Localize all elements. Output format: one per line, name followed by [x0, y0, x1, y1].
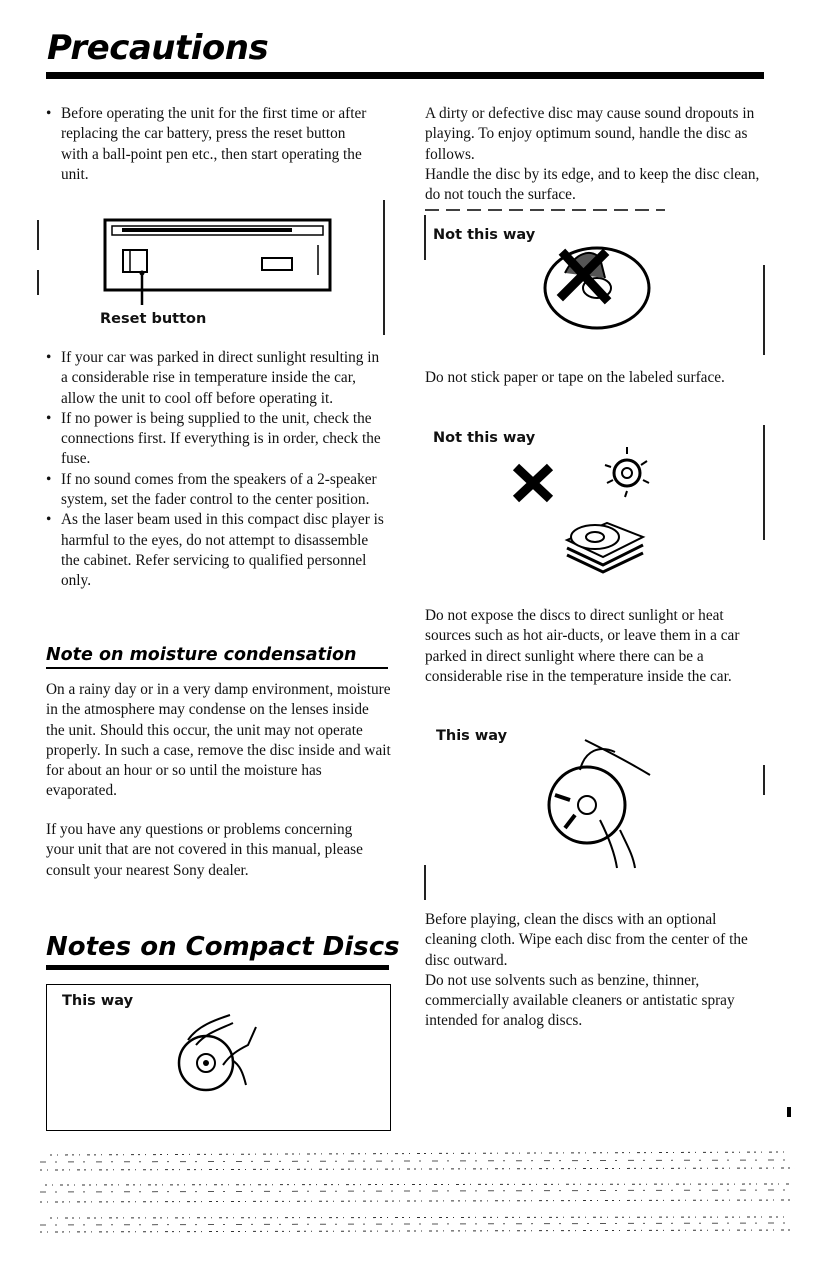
- bullet-power: • If no power is being supplied to the unit, check the connections first. If everything is in order, check the fuse.: [46, 409, 384, 470]
- cleaning-section: [425, 910, 770, 1032]
- not-this-way-label-2: Not this way: [433, 430, 536, 446]
- title-rule: [46, 72, 764, 79]
- bullet-sound: • If no sound comes from the speakers of a 2-speaker system, set the fader control to the center position.: [46, 470, 384, 511]
- moisture-rule: [46, 667, 388, 669]
- cd-rule: [46, 965, 389, 970]
- margin-mark: [424, 215, 426, 260]
- cd-intro: [425, 104, 765, 205]
- bullet-laser: • As the laser beam used in this compact disc player is harmful to the eyes, do not attempt to disassemble the cabinet. Refer servicing to qualified personnel only.: [46, 510, 384, 591]
- clean-text-2: Do not use solvents such as benzine, thinner, commercially available cleaners or antistatic spray intended for analog discs.: [425, 971, 735, 1030]
- dashed-frame-top: [425, 208, 665, 212]
- disc-touch-wrong-icon: [535, 243, 655, 338]
- intro-handle-disc: Handle the disc by its edge, and to keep the disc clean, do not touch the surface.: [425, 165, 760, 204]
- margin-mark: [37, 220, 39, 250]
- cd-heading: Notes on Compact Discs: [46, 932, 400, 962]
- disc-wipe-icon: [525, 720, 685, 870]
- car-stereo-illustration: [90, 215, 350, 320]
- margin-mark: [763, 765, 765, 795]
- not-this-way-label-1: Not this way: [433, 227, 536, 243]
- warning-list: [46, 348, 384, 592]
- margin-mark: [37, 270, 39, 295]
- margin-mark: [763, 425, 765, 540]
- this-way-label-right: This way: [436, 728, 508, 744]
- scan-noise: [40, 1140, 800, 1250]
- intro-dirty-disc: A dirty or defective disc may cause sound dropouts in playing. To enjoy optimum sound, handle the disc as follows.: [425, 105, 755, 163]
- page-title: Precautions: [47, 28, 269, 68]
- questions-section: [46, 820, 381, 881]
- disc-hand-icon: [168, 1005, 268, 1095]
- moisture-heading: Note on moisture condensation: [46, 645, 357, 665]
- no-expose-section: [425, 606, 760, 687]
- questions-text: If you have any questions or problems concerning your unit that are not covered in this manual, please consult your nearest Sony dealer.: [46, 821, 363, 879]
- margin-mark: [383, 200, 385, 335]
- no-stick-text: Do not stick paper or tape on the labeled surface.: [425, 369, 725, 386]
- no-stick-section: [425, 368, 755, 388]
- clean-text-1: Before playing, clean the discs with an optional cleaning cloth. Wipe each disc from the center of the disc outward.: [425, 911, 748, 969]
- no-expose-text: Do not expose the discs to direct sunlight or heat sources such as hot air-ducts, or leave them in a car parked in direct sunlight where there can be a considerable rise in the temperature inside the car.: [425, 607, 740, 685]
- sun-disc-icon: [555, 445, 685, 585]
- moisture-section: [46, 680, 391, 802]
- edge-mark: [787, 1107, 791, 1117]
- bullet-reset: • Before operating the unit for the first time or after replacing the car battery, press the reset button with a ball-point pen etc., then start operating the unit.: [46, 104, 376, 185]
- margin-mark: [763, 265, 765, 355]
- reset-instruction: [46, 104, 376, 185]
- cross-mark-icon: [508, 462, 558, 504]
- this-way-label-left: This way: [62, 993, 134, 1009]
- margin-mark: [424, 865, 426, 900]
- bullet-sunlight: • If your car was parked in direct sunlight resulting in a considerable rise in temperature inside the car, allow the unit to cool off before operating it.: [46, 348, 384, 409]
- moisture-text: On a rainy day or in a very damp environment, moisture in the atmosphere may condense on the lenses inside the unit. Should this occur, the unit may not operate properly. In such a case, remove the disc inside and wait for about an hour or so until the moisture has evaporated.: [46, 681, 391, 800]
- reset-button-label: Reset button: [100, 311, 207, 327]
